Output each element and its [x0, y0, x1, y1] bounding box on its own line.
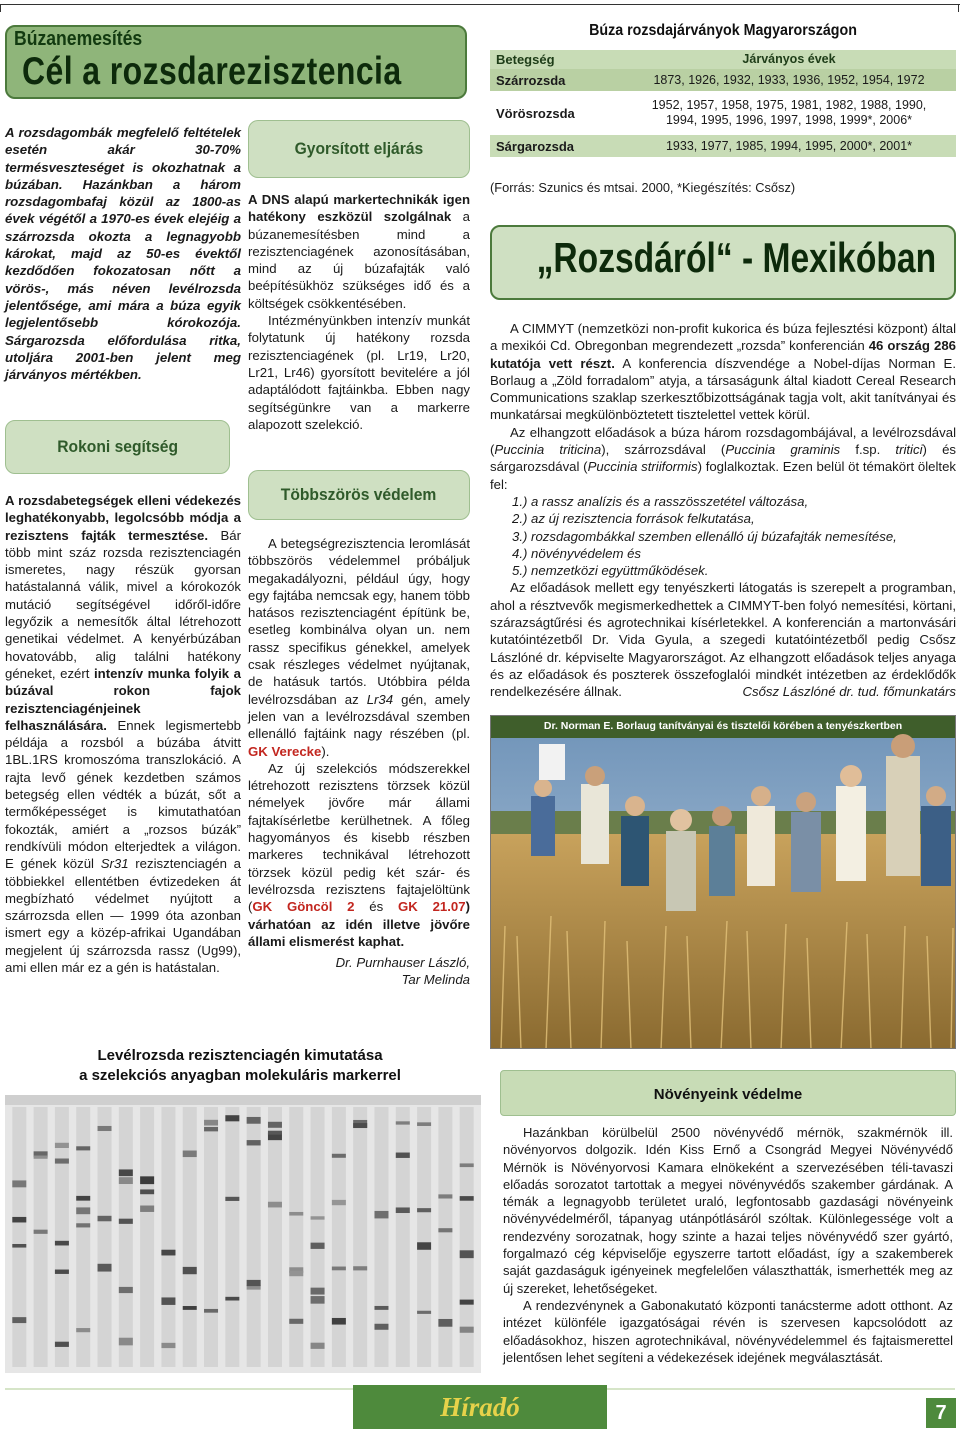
- mexico-p2-a: Az elhangzott előadások a búza három rozsdagombájával, a levélrozsdával (: [490, 424, 956, 458]
- gel-band: [417, 1311, 431, 1314]
- gel-band: [311, 1343, 325, 1349]
- table-header-disease: Betegség: [490, 50, 622, 69]
- gel-caption: [30, 1046, 450, 1086]
- section-title-rokoni: Rokoni segítség: [57, 437, 178, 456]
- mexico-article: [490, 320, 956, 701]
- mexico-title: „Rozsdáról“ - Mexikóban: [536, 234, 937, 281]
- header-kicker: Búzanemesítés: [14, 28, 143, 50]
- gel-lane: [289, 1107, 303, 1367]
- gel-band: [374, 1306, 388, 1310]
- table-cell-disease: Szárrozsda: [490, 69, 622, 91]
- gel-lane: [34, 1107, 48, 1367]
- mexico-signature: Csősz Lászlóné dr. tud. főmunkatárs: [742, 684, 956, 700]
- middle-p4-and: és: [354, 899, 399, 915]
- mexico-p3-text: Az előadások mellett egy tenyészkerti látogatás is szerepelt a programban, ahol a résztvevők megismerkedhettek a CIMMYT-ben folyó nemesítési, körtani, szárazságtűrési és agrotechnikai kísérletekkel. A konferencián a martonvásári kutatóintézetből Dr. Vida Gyula, a szegedi kutatóintézetből pedig Csősz Lászlóné dr. képviselte Magyarországot. Az elhangzott előadások teljes anyaga és az előadások és poszterek összefoglalói mindkét intézetben az érdeklődők rendelkezésére állnak.: [490, 580, 956, 700]
- section-box-rokoni: [5, 420, 230, 474]
- gel-lane: [396, 1107, 410, 1367]
- plant-protection-p2: A rendezvénynek a Gabonakutató központi tanácsterme adott otthont. Az intézet különféle igazgatóságai révén is szervesen kapcsolódott az előadásokhoz, hiszen agrotechnikával, növényvédelemmel és fajtaismerettel jelentősen lehet segíteni a védekezések idejének megválasztását.: [503, 1297, 953, 1365]
- list-item: 5.) nemzetközi együttműködések.: [512, 563, 709, 579]
- footer-brand-badge: [353, 1385, 607, 1429]
- section-title-tobbszoros: Többszörös védelem: [281, 485, 437, 504]
- gel-band: [289, 1271, 303, 1276]
- gel-lane: [225, 1107, 239, 1367]
- gel-band: [119, 1338, 133, 1346]
- gel-band: [417, 1208, 431, 1212]
- middle-p2: Intézményünkben intenzív munkát folytatunk új hatékony rozsda rezisztenciagének (pl. Lr19, Lr20, Lr21, Lr46) gyorsított bevitelére a jól adaptálódott fajtáinkba. Ebben nagy segítségünkre van a markerre alapozott szelekció.: [248, 313, 470, 432]
- gel-band: [119, 1169, 133, 1176]
- gel-band: [353, 1123, 367, 1128]
- gel-band: [289, 1212, 303, 1216]
- mexico-p1: [490, 320, 956, 424]
- cultivar-gk-verecke: GK Verecke: [248, 743, 322, 759]
- section-box-gyorsitott: [248, 120, 470, 178]
- footer-brand: Híradó: [440, 1391, 520, 1422]
- gel-lane: [268, 1107, 282, 1367]
- gel-band: [161, 1250, 175, 1255]
- gel-band: [438, 1228, 452, 1232]
- table-row: [490, 69, 956, 91]
- table-cell-disease: Sárgarozsda: [490, 135, 622, 157]
- middle-p1-rest: a búzanemesítésben mind a rezisztenciagének azonosításában, mind az új búzafajták való beépítésükhöz szükséges idő és a költségek csökkentésében.: [248, 209, 470, 311]
- gel-band: [98, 1216, 112, 1221]
- gel-lane: [204, 1107, 218, 1367]
- gel-band: [247, 1140, 261, 1145]
- gel-band: [204, 1120, 218, 1126]
- middle-p3-a: A betegségrezisztencia leromlását többszörös védelemmel próbáljuk megakadályozni, például úgy, hogy egy fajtába nemcsak egy, hanem több hatásos rezisztenciagént építünk be, esetleg kombinálva olyan un. nem rassz specifikus génekkel, amelyek csak részleges védelmet nyújtanak, de hatásuk tartós. Utóbbira példa levélrozsdában az: [248, 536, 470, 707]
- intro-paragraph: A rozsdagombák megfelelő feltételek esetén akár 30-70% termésveszteséget is okozhatnak a búzában. Hazánkban a három rozsdagombafaj közül az 1800-as évek végétől a 1970-es évek elejéig a szárrozsda okozta a legnagyobb károkat, majd az 50-es évektől kezdődően fokozatosan nőtt a vörös-, más néven levélrozsda jelentősége, ami mára a búza egyik legjelentősebb kórokozója. Sárgarozsda előfordulása ritka, utoljára 2001-ben jelent meg járványos mértékben.: [5, 125, 241, 383]
- gel-band: [332, 1267, 346, 1271]
- gel-band: [76, 1223, 90, 1227]
- gel-lane: [140, 1107, 154, 1367]
- gel-band: [76, 1328, 90, 1332]
- gel-band: [332, 1154, 346, 1158]
- gel-band: [55, 1270, 69, 1274]
- gel-band: [161, 1297, 175, 1304]
- field-photo-image: [491, 716, 956, 1049]
- gel-band: [34, 1230, 48, 1234]
- gel-caption-line-1: Levélrozsda rezisztenciagén kimutatása: [97, 1047, 383, 1064]
- gel-band: [119, 1287, 133, 1293]
- gel-band: [76, 1207, 90, 1214]
- gel-lane: [98, 1107, 112, 1367]
- table-row: [490, 135, 956, 157]
- gel-band: [268, 1202, 282, 1208]
- middle-text-1: [248, 191, 470, 433]
- gel-band: [161, 1343, 175, 1348]
- mexico-p1-b: A konferencia díszvendége a Nobel-díjas Norman E. Borlaug a „Zöld forradalom” atyja, a társaságunk által kiadott Cereal Research Communications szaklap szerkesztőbizottságának tagja volt, akit tanítványai és munkatársai megkülönböztetett tisztelettel vettek körül.: [490, 355, 956, 423]
- gel-caption-line-2: a szelekciós anyagban molekuláris markerrel: [79, 1067, 401, 1084]
- table-row: [490, 91, 956, 135]
- plant-protection-title: Növényeink védelme: [653, 1086, 803, 1103]
- gel-band: [183, 1267, 197, 1274]
- left-body-sr31: Sr31: [100, 856, 129, 872]
- section-box-tobbszoros: [248, 470, 470, 520]
- gel-band: [460, 1300, 474, 1305]
- list-item: 3.) rozsdagombákkal szemben ellenálló új búzafajták nemesítése,: [512, 528, 897, 544]
- gel-band: [311, 1216, 325, 1219]
- middle-text-2: [248, 535, 470, 989]
- gel-band: [268, 1131, 282, 1135]
- gel-band: [183, 1306, 197, 1310]
- middle-p3: [248, 535, 470, 760]
- mexico-p1-bold: 46 ország 286 kutatója vett részt.: [490, 338, 956, 371]
- left-body-bold: intenzív munka folyik a búzával rokon fajok rezisztenciagénjeinek felhasználására.: [5, 665, 241, 733]
- gel-band: [98, 1126, 112, 1131]
- gel-lane: [332, 1107, 346, 1367]
- page-title: Cél a rozsdarezisztencia: [22, 50, 402, 93]
- gel-band: [204, 1309, 218, 1313]
- gel-band: [34, 1156, 48, 1159]
- gel-lane: [353, 1107, 367, 1367]
- gel-band: [332, 1200, 346, 1205]
- gel-lane: [247, 1107, 261, 1367]
- mexico-p3: [490, 579, 956, 700]
- middle-p3-b: gén, amely jelen van a levélrozsdával szemben ellenálló fajtáink nagy részében (pl.: [248, 691, 470, 742]
- gel-lane: [12, 1107, 26, 1367]
- list-item: 2.) az új rezisztencia források felkutatása,: [512, 511, 755, 527]
- field-photo: [490, 715, 956, 1049]
- mexico-p2-b: ), szárrozsdával (: [601, 442, 726, 458]
- gel-band: [55, 1159, 69, 1164]
- top-rule: [0, 4, 960, 5]
- gel-band: [76, 1196, 90, 1201]
- gel-band: [12, 1244, 26, 1248]
- gel-band: [396, 1153, 410, 1158]
- topic-list: [490, 493, 956, 579]
- gel-band: [140, 1189, 154, 1194]
- gel-band: [140, 1176, 154, 1184]
- gel-lane: [76, 1107, 90, 1367]
- gel-band: [289, 1319, 303, 1324]
- gel-band: [460, 1327, 474, 1333]
- list-item: 1.) a rassz analízis és a rasszösszetétel változása,: [512, 493, 809, 509]
- gel-band: [374, 1211, 388, 1218]
- cultivar-gk-goncol-2: GK Göncöl 2: [252, 899, 355, 915]
- table-title: Búza rozsdajárványok Magyarországon: [589, 22, 857, 39]
- table-cell-years: 1873, 1926, 1932, 1933, 1936, 1952, 1954, 1972: [622, 69, 956, 91]
- middle-signature-2: Tar Melinda: [401, 972, 470, 988]
- mexico-p2-e: ) foglalkoztak. Ezen belül öt témakört öleltek fel:: [490, 459, 957, 492]
- table-header-years: Járványos évek: [622, 50, 956, 69]
- gel-lane: [438, 1107, 452, 1367]
- table-cell-years-line-2: 1994, 1995, 1996, 1997, 1998, 1999*, 2006*: [665, 113, 913, 127]
- left-body-text: [5, 492, 241, 976]
- gel-band: [55, 1342, 69, 1347]
- gel-lane: [417, 1107, 431, 1367]
- gel-band: [396, 1207, 410, 1213]
- gel-band: [460, 1250, 474, 1258]
- gel-band: [374, 1324, 388, 1330]
- species-tritici: tritici: [895, 442, 923, 458]
- gel-band: [332, 1318, 346, 1325]
- gel-band: [140, 1206, 154, 1212]
- gel-image: [5, 1095, 481, 1373]
- gel-band: [268, 1122, 282, 1128]
- gel-band: [417, 1242, 431, 1250]
- table-cell-disease: Vörösrozsda: [490, 91, 622, 135]
- table-cell-years: 1933, 1977, 1985, 1994, 1995, 2000*, 2001*: [622, 135, 956, 157]
- gel-band: [353, 1266, 367, 1270]
- gel-lane: [311, 1107, 325, 1367]
- middle-signature-1: Dr. Purnhauser László,: [335, 955, 470, 971]
- gel-lane: [161, 1107, 175, 1367]
- left-body-lead: A rozsdabetegségek elleni védekezés leghatékonyabb, legolcsóbb módja a rezisztens fajták termesztése.: [5, 493, 241, 543]
- middle-p4-a: Az új szelekciós módszerekkel létrehozott rezisztens törzsek közül némelyek jövőre már állami fajtakísérletbe kerülhetnek. A főleg hagyományos és kisebb részben markeres technikával létrehozott törzsek közül pedig két szár- és levélrozsda rezisztens fajtajelöltünk (: [248, 760, 470, 915]
- gel-lane: [119, 1107, 133, 1367]
- top-rule-tick-right: [958, 4, 959, 12]
- gel-band: [417, 1122, 431, 1126]
- mexico-p2-c: f.sp.: [840, 442, 896, 458]
- cultivar-gk-21-07: GK 21.07: [398, 899, 466, 915]
- gel-band: [76, 1146, 90, 1150]
- gel-band: [119, 1219, 133, 1224]
- species-p-graminis: Puccinia graminis: [725, 442, 841, 458]
- gel-band: [55, 1241, 69, 1246]
- table-cell-years-line-1: 1952, 1957, 1958, 1975, 1981, 1982, 1988, 1990,: [651, 98, 927, 112]
- gel-band: [119, 1177, 133, 1184]
- left-body-3: rezisztenciagén a többiekkel ellentétben évtizedeken át megbízható védelmet nyújtott a szárrozsda ellen — 1999 óta azonban ismert egy a közép-afrikai Ugandában megjelent új szárrozsda rassz (Ug99), ami ellen már ez a gén is hatástalan.: [5, 856, 241, 976]
- mexico-p1-a: A CIMMYT (nemzetközi non-profit kukorica és búza fejlesztési központ) által a mexikói Cd. Obregonban megrendezett „rozsda” konferencián: [490, 321, 956, 354]
- table-source: (Forrás: Szunics és mtsai. 2000, *Kiegészítés: Csősz): [490, 180, 796, 195]
- species-p-striiformis: Puccinia striiformis: [587, 459, 698, 475]
- gel-svg: [5, 1095, 481, 1373]
- gel-band: [460, 1163, 474, 1167]
- gel-band: [183, 1151, 197, 1158]
- gel-band: [438, 1194, 452, 1198]
- middle-p4: [248, 760, 470, 950]
- gel-band: [311, 1296, 325, 1304]
- gel-band: [438, 1319, 452, 1327]
- top-rule-tick-left: [0, 4, 1, 12]
- mexico-p2: [490, 424, 956, 493]
- list-item: 4.) növényvédelem és: [512, 545, 642, 561]
- middle-p4-b: ) várhatóan az idén illetve jövőre állami elismerést kaphat.: [248, 899, 470, 949]
- gel-band: [247, 1280, 261, 1286]
- plant-protection-p1: Hazánkban körülbelül 2500 növényvédő mérnök, szakmérnök ill. növényorvos dolgozik. Idén Kiss Ernő a Csongrád Megyei Növényvédő Mérnök is Növényorvosi Kamara elnökeként a szervezésében téli-tavaszi előadás sorozatot tartottak a megyei növényvédős szakember gárdának. A témák a legnagyobb területet uraló, legfontosabb gazdasági növényeink növényvédelméről, tápanyag utánpótlásáról szóltak. Különlegessége volt a rendezvény sorozatnak, hogy szinte a hazai teljes növényvédő szer gyártó, forgalmazó cég képviselője egyszerre tartott előadást, így a szakemberek saját gazdaságuk igényeinek megfelelően választhatták, ismerhették meg az új szereket, lehetőségeket.: [503, 1125, 953, 1296]
- gel-band: [225, 1197, 239, 1201]
- gel-band: [55, 1143, 69, 1148]
- gel-band: [396, 1121, 410, 1124]
- gel-band: [204, 1127, 218, 1131]
- middle-p3-lr34: Lr34: [366, 691, 394, 707]
- middle-p1-lead: A DNS alapú markertechnikák igen hatékony eszközül szolgálnak: [248, 192, 470, 225]
- section-title-gyorsitott: Gyorsított eljárás: [294, 139, 424, 158]
- page-number: 7: [926, 1398, 956, 1428]
- gel-band: [12, 1180, 26, 1187]
- gel-band: [247, 1117, 261, 1124]
- gel-band: [460, 1196, 474, 1201]
- table-header-row: [490, 50, 956, 69]
- plant-protection-text: [503, 1124, 953, 1366]
- epidemic-table: [490, 50, 956, 157]
- gel-band: [12, 1317, 26, 1323]
- gel-band: [225, 1297, 239, 1301]
- photo-caption: Dr. Norman E. Borlaug tanítványai és tisztelői körében a tenyészkertben: [543, 720, 903, 732]
- middle-p3-c: ).: [321, 743, 330, 759]
- gel-band: [311, 1243, 325, 1249]
- left-body-2: Ennek legismertebb példája a rozsból a búzába átvitt 1BL.1RS kromoszóma transzlokáció. A rajta levő gének kezdetben számos betegség ellen védték a búzát, sőt a termőképességet is kimutathatóan fokozták, amiért a „rozsos búzák” rendkívüli módon elterjedtek a világon. E gének közül: [5, 717, 241, 872]
- gel-band: [98, 1264, 112, 1272]
- mexico-p2-d: ) és sárgarozsdával (: [490, 442, 956, 475]
- gel-band: [225, 1115, 239, 1121]
- gel-band: [311, 1288, 325, 1295]
- species-p-triticina: Puccinia triticina: [494, 442, 602, 458]
- gel-band: [12, 1217, 26, 1223]
- left-body-1: Bár több mint száz rozsda rezisztenciagén ismeretes, nagy részük gyorsan hatástalanná válik, mivel a kórokozók mutáció segítségével időről-időre legyőzik a nemesítők által létrehozott genetikai védelmet. A kenyérbúzában hovatovább, alig találni hatékony géneket, ezért: [5, 527, 242, 681]
- table-cell-years: [622, 91, 956, 135]
- gel-lane: [183, 1107, 197, 1367]
